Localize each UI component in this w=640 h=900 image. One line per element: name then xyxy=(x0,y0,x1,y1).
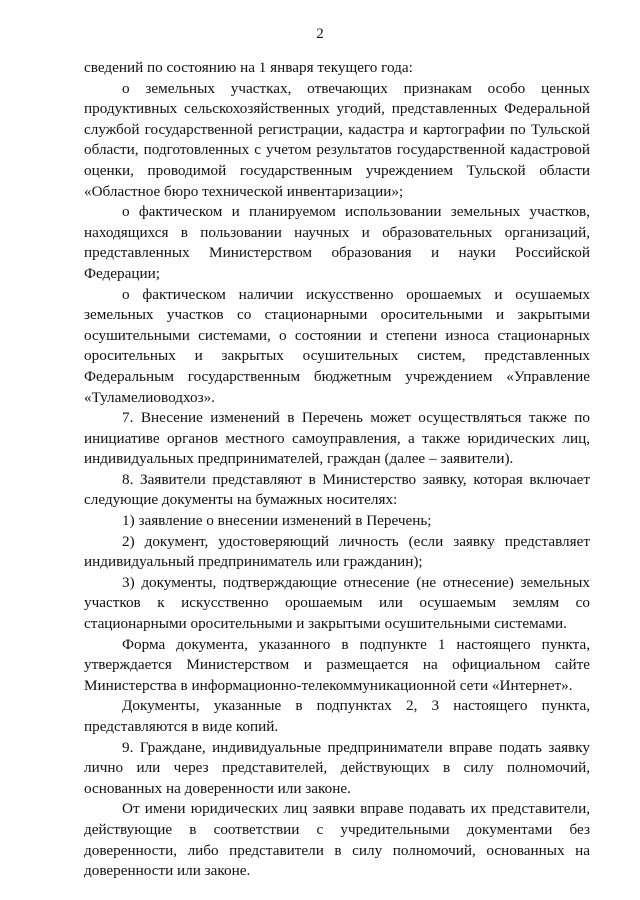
paragraph-copies: Документы, указанные в подпунктах 2, 3 настоящего пункта, представляются в виде копий. xyxy=(84,697,590,735)
paragraph-land-use: о фактическом и планируемом использовании земельных участков, находящихся в пользовании научных и образовательных организаций, представленных Министерством образования и науки Российской Федерации; xyxy=(84,203,590,282)
paragraph-subitem-1: 1) заявление о внесении изменений в Перечень; xyxy=(122,512,432,530)
paragraph-item-8: 8. Заявители представляют в Министерство заявку, которая включает следующие документы на бумажных носителях: xyxy=(84,470,590,509)
document-body xyxy=(84,58,590,882)
paragraph-item-7: 7. Внесение изменений в Перечень может осуществляться также по инициативе органов местного самоуправления, а также юридических лиц, индивидуальных предпринимателей, граждан (далее – заявители). xyxy=(84,409,590,468)
paragraph-item-9: 9. Граждане, индивидуальные предприниматели вправе подать заявку лично или через представителей, действующих в силу полномочий, основанных на доверенности или законе. xyxy=(84,738,590,797)
paragraph-irrigation: о фактическом наличии искусственно орошаемых и осушаемых земельных участков со стационарными оросительными и закрытыми осушительными системами, о состоянии и степени износа стационарных оросительных и закрытых осушительных систем, представленных Федеральным государственным бюджетным учреждением «Управление «Туламелиоводхоз». xyxy=(84,285,590,406)
page-number: 2 xyxy=(316,26,324,42)
paragraph-subitem-3: 3) документы, подтверждающие отнесение (не отнесение) земельных участков к искусственно орошаемым или осушаемым землям со стационарными оросительными и закрытыми осушительными системами. xyxy=(84,573,590,633)
paragraph-land-plots: о земельных участках, отвечающих признакам особо ценных продуктивных сельскохозяйственных угодий, представленных Федеральной службой государственной регистрации, кадастра и картографии по Тульской области, подготовленных с учетом результатов государственной кадастровой оценки, проводимой государственным учреждением Тульской области «Областное бюро технической инвентаризации»; xyxy=(84,79,590,200)
paragraph-subitem-2: 2) документ, удостоверяющий личность (если заявку представляет индивидуальный предприниматель или гражданин); xyxy=(84,532,590,571)
paragraph-intro: сведений по состоянию на 1 января текущего года: xyxy=(84,59,413,76)
paragraph-legal-entities: От имени юридических лиц заявки вправе подавать их представители, действующие в соответствии с учредительными документами без доверенности, либо представители в силу полномочий, основанных на доверенности или законе. xyxy=(84,800,590,880)
paragraph-form: Форма документа, указанного в подпункте 1 настоящего пункта, утверждается Министерством и размещается на официальном сайте Министерства в информационно-телекоммуникационной сети «Интернет». xyxy=(84,635,590,694)
